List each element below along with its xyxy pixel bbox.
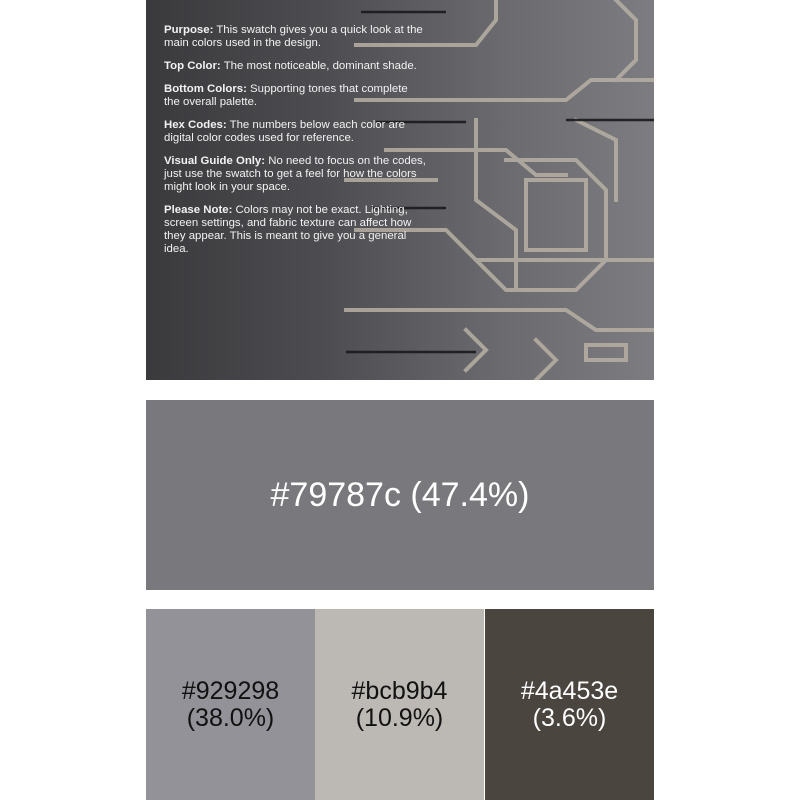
swatch-2-hex: #bcb9b4 <box>351 676 448 705</box>
swatch-2-percent: (10.9%) <box>355 703 444 732</box>
info-purpose <box>164 24 426 50</box>
main-color-swatch <box>146 400 654 590</box>
info-top-color-label: Top Color: <box>164 60 221 72</box>
swatch-3-percent: (3.6%) <box>532 703 607 732</box>
info-visual-guide <box>164 155 426 194</box>
info-hex-codes-text: The numbers below each color are digital color codes used for reference. <box>164 119 406 144</box>
secondary-color-swatch-2 <box>315 609 484 800</box>
info-top-color <box>164 60 426 73</box>
info-visual-guide-label: Visual Guide Only: <box>164 155 266 167</box>
info-hex-codes-label: Hex Codes: <box>164 119 227 131</box>
info-please-note-label: Please Note: <box>164 204 233 216</box>
swatch-info-text <box>164 24 426 266</box>
info-bottom-colors-label: Bottom Colors: <box>164 83 247 95</box>
info-purpose-text: This swatch gives you a quick look at the main colors used in the design. <box>164 24 423 49</box>
info-visual-guide-text: No need to focus on the codes, just use the swatch to get a feel for how the colors might look in your space. <box>164 155 426 193</box>
info-top-color-text: The most noticeable, dominant shade. <box>220 60 417 72</box>
info-purpose-label: Purpose: <box>164 24 214 36</box>
rug-texture-photo <box>146 0 654 380</box>
swatch-1-percent: (38.0%) <box>186 703 275 732</box>
secondary-color-swatch-1 <box>146 609 315 800</box>
secondary-color-swatch-3 <box>485 609 654 800</box>
main-color-label: #79787c (47.4%) <box>270 475 530 514</box>
info-please-note-text: Colors may not be exact. Lighting, screen settings, and fabric texture can affect how they appear. This is meant to give you a general idea. <box>164 204 412 255</box>
info-please-note <box>164 204 426 256</box>
info-bottom-colors <box>164 83 426 109</box>
swatch-1-hex: #929298 <box>181 676 280 705</box>
info-bottom-colors-text: Supporting tones that complete the overall palette. <box>164 83 408 108</box>
swatch-3-hex: #4a453e <box>520 676 619 705</box>
info-hex-codes <box>164 119 426 145</box>
